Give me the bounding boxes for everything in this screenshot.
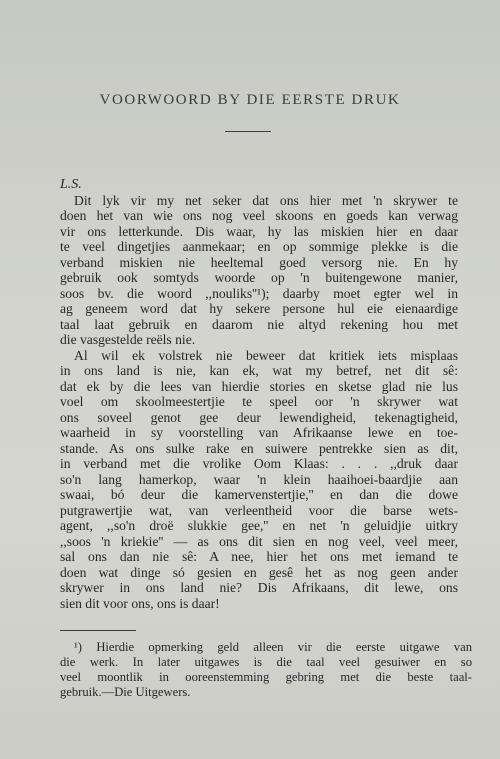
text-line: Al wil ek volstrek nie beweer dat kritiek iets misplaas [74, 347, 458, 363]
footnote [60, 640, 472, 700]
title-divider [225, 131, 271, 132]
footnote-line: gebruik.—Die Uitgewers. [60, 685, 191, 699]
text-line: verband miskien nie heeltemal goed versorg nie. En hy [60, 254, 458, 270]
text-line: vir ons letterkunde. Dis waar, hy las miskien hier en daar [60, 223, 458, 239]
text-line: swaai, bó deur die kamervenstertjie,'' en dan die dowe [60, 487, 458, 502]
text-line: ag geneem word dat hy sekere persone hul eie eienaardige [60, 301, 458, 316]
text-line: doen wat dinge só gesien en gesê het as nog geen ander [60, 564, 458, 580]
text-line: soos bv. die woord ,,nouliks''¹); daarby moet egter wel in [60, 285, 458, 301]
text-line: waarheid in sy voorstelling van Afrikaanse lewe en toe- [60, 425, 458, 440]
text-line: in ons land is nie, kan ek, wat my betref, net dit sê: [60, 363, 458, 378]
text-line: ons soveel genot gee deur lewendigheid, tekenagtigheid, [60, 409, 458, 425]
footnote-divider [60, 630, 136, 631]
footnote-line: ¹) Hierdie opmerking geld alleen vir die eerste uitgawe van [74, 640, 472, 654]
footnote-line: die werk. In later uitgawes is die taal veel gesuiwer en so [60, 655, 472, 669]
text-line: skrywer in ons land nie? Dis Afrikaans, dit lewe, ons [60, 580, 458, 595]
text-line: Dit lyk vir my net seker dat ons hier met 'n skrywer te [74, 192, 458, 208]
text-line: dat ek by die lees van hierdie stories en sketse glad nie lus [60, 378, 458, 394]
text-line: doen het van wie ons nog veel skoons en goeds kan verwag [60, 208, 458, 223]
preface-body [60, 177, 458, 611]
text-line: in verband met die vrolike Oom Klaas: . . . ,,druk daar [60, 456, 458, 471]
text-line: stande. As ons sulke rake en suiwere pentrekke sien as dit, [60, 440, 458, 456]
text-line: ,,soos 'n kriekie'' — as ons dit sien en nog veel, veel meer, [60, 533, 458, 549]
text-line: taal laat gebruik en daarom nie altyd rekening hou met [60, 316, 458, 332]
paragraph-1 [60, 193, 458, 348]
paragraph-2 [60, 348, 458, 612]
text-line: gebruik ook somtyds woorde op 'n buitengewone manier, [60, 270, 458, 285]
text-line: sal ons dan nie sê: A nee, hier het ons met iemand te [60, 549, 458, 564]
page-title: VOORWOORD BY DIE EERSTE DRUK [99, 92, 401, 108]
text-line: te veel dingetjies aanmekaar; en op sommige plekke is die [60, 239, 458, 254]
text-line: voel om skoolmeestertjie te speel oor 'n skrywer wat [60, 394, 458, 409]
text-line: so'n lang hamerkop, waar 'n klein haaihoei-baardjie aan [60, 471, 458, 487]
text-line: putgrawertjie wat, van verleentheid voor die barse wets- [60, 502, 458, 518]
salutation: L.S. [60, 177, 82, 192]
text-line: agent, ,,so'n droë slukkie gee,'' en net 'n geluidjie uitkry [60, 518, 458, 533]
text-line: die vasgestelde reëls nie. [60, 332, 196, 347]
footnote-line: veel moontlik in ooreenstemming gebring met die beste taal- [60, 670, 472, 684]
text-line: sien dit voor ons, ons is daar! [60, 595, 220, 611]
